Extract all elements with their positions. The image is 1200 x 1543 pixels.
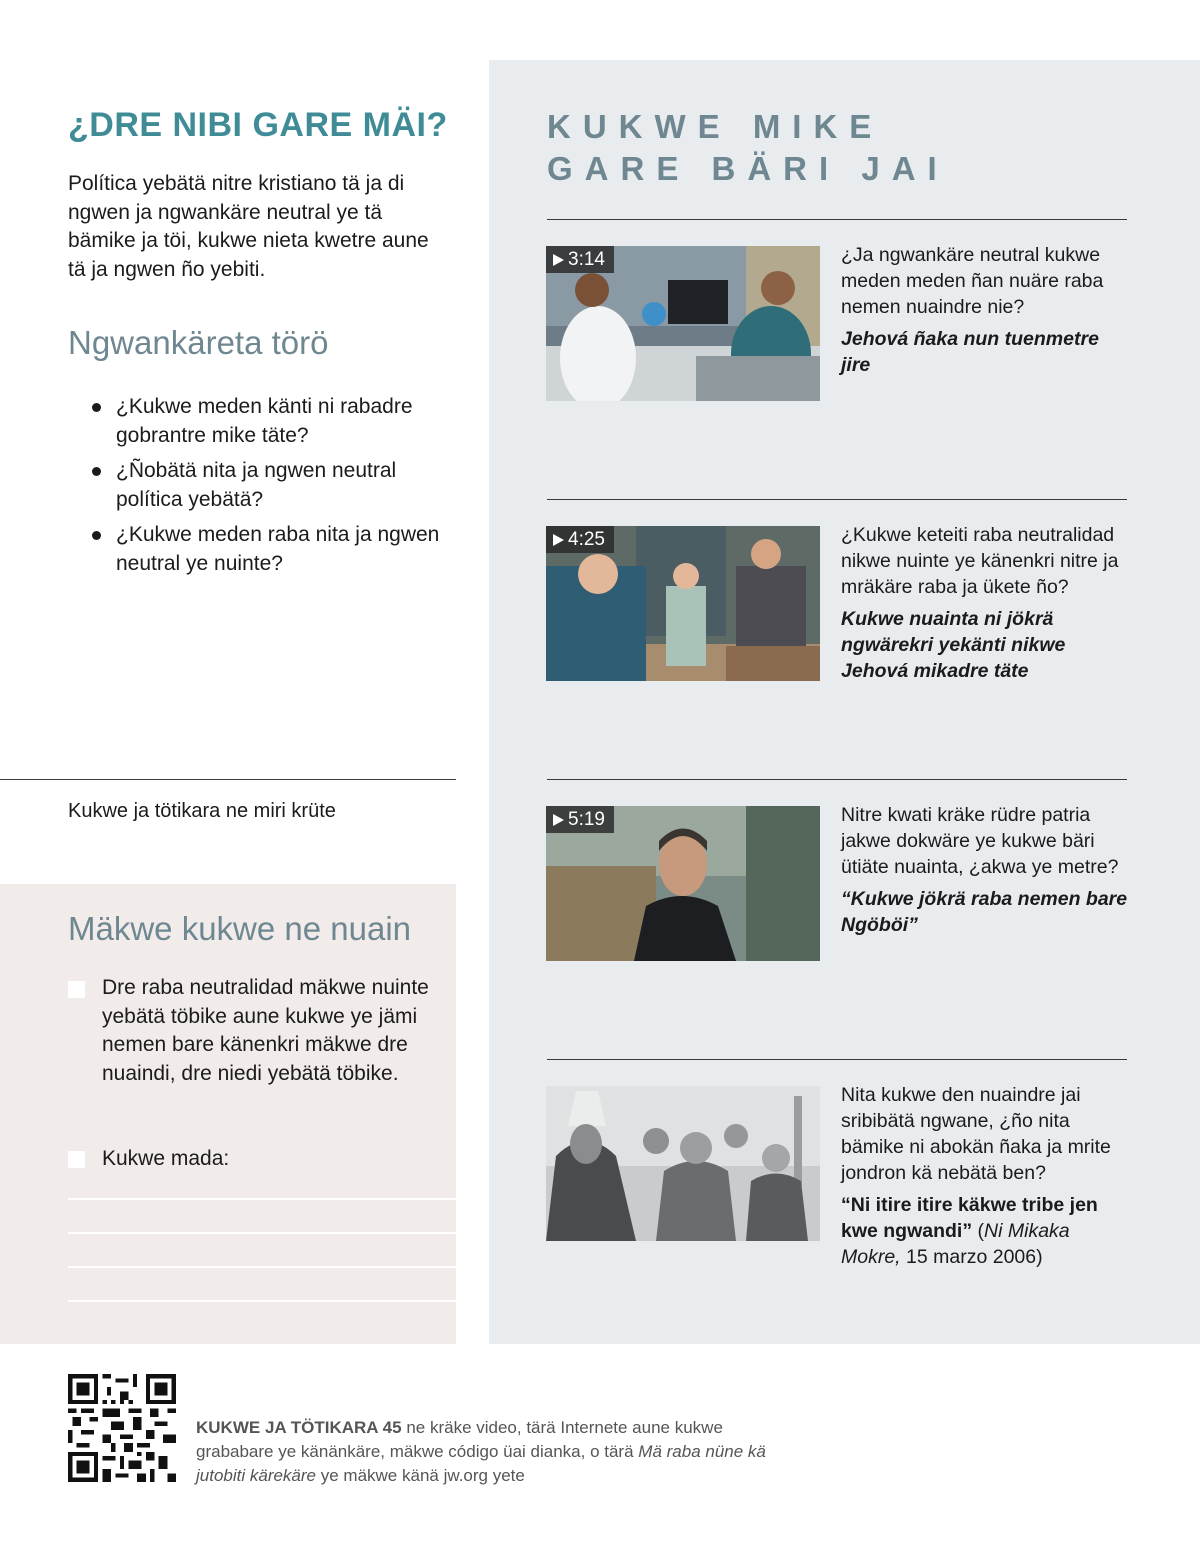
bullet-icon (92, 531, 101, 540)
more-info-heading: KUKWE MIKE GARE BÄRI JAI (547, 108, 949, 187)
apply-item-2: Kukwe mada: (102, 1147, 230, 1170)
divider (0, 779, 456, 780)
video-thumbnail-2[interactable] (546, 526, 820, 681)
bullet-icon (92, 467, 101, 476)
checkbox[interactable] (68, 981, 85, 998)
video-title-1[interactable]: Jehová ñaka nun tuenmetre jire (841, 328, 1099, 376)
question-item: ¿Kukwe meden känti ni rabadre gobrantre mike täte? (92, 392, 452, 450)
apply-item-1: Dre raba neutralidad mäkwe nuinte yebätä töbike aune kukwe ye jämi nemen bare känenkri mäkwe dre nuaindi, dre niedi yebätä töbike. (102, 976, 429, 1085)
play-badge: 4:25 (546, 526, 614, 553)
writing-line (68, 1198, 456, 1200)
qr-code[interactable] (68, 1374, 176, 1482)
divider (547, 1059, 1127, 1060)
video-caption-1: ¿Ja ngwankäre neutral kukwe meden meden ñan nuäre raba nemen nuaindre nie? Jehová ñaka nun tuenmetre jire (841, 242, 1131, 378)
play-badge: 5:19 (546, 806, 614, 833)
video-caption-2: ¿Kukwe keteiti raba neutralidad nikwe nuinte ye känenkri nitre ja mräkäre raba ja ükete ño? Kukwe nuainta ni jökrä ngwärekri yekänti nikwe Jehová mikadre täte (841, 522, 1131, 684)
video-title-3[interactable]: “Kukwe jökrä raba nemen bare Ngöböi” (841, 888, 1128, 936)
footer-text: KUKWE JA TÖTIKARA 45 ne kräke video, tärä Internete aune kukwe grababare ye känänkäre, mäkwe código üai dianka, o tärä Mä raba nüne kä jutobiti kärekäre ye mäkwe känä jw.org yete (196, 1418, 766, 1485)
play-icon (553, 254, 564, 266)
article-illustration (546, 1086, 820, 1241)
divider (547, 219, 1127, 220)
writing-line (68, 1266, 456, 1268)
article-caption: Nita kukwe den nuaindre jai sribibätä ngwane, ¿ño nita bämike ni abokän ñaka ja mrite jondron kä nebätä ben? “Ni itire itire käkwe tribe jen kwe ngwandi” (Ni Mikaka Mokre, 15 marzo 2006) (841, 1082, 1131, 1270)
questions-heading: Ngwankäreta törö (68, 324, 329, 361)
video-thumbnail-1[interactable] (546, 246, 820, 401)
writing-line (68, 1232, 456, 1234)
question-item: ¿Kukwe meden raba nita ja ngwen neutral ye nuinte? (92, 520, 452, 578)
play-badge: 3:14 (546, 246, 614, 273)
lesson-note: Kukwe ja tötikara ne miri krüte (68, 800, 336, 822)
article-reference[interactable]: “Ni itire itire käkwe tribe jen kwe ngwandi” (Ni Mikaka Mokre, 15 marzo 2006) (841, 1194, 1098, 1268)
play-icon (553, 814, 564, 826)
writing-line (68, 1300, 456, 1302)
page-heading: ¿DRE NIBI GARE MÄI? (68, 106, 448, 144)
video-title-2[interactable]: Kukwe nuainta ni jökrä ngwärekri yekänti nikwe Jehová mikadre täte (841, 608, 1066, 682)
apply-box (0, 884, 456, 1344)
question-item: ¿Ñobätä nita ja ngwen neutral política yebätä? (92, 456, 452, 514)
video-caption-3: Nitre kwati kräke rüdre patria jakwe dokwäre ye kukwe bäri ütiäte nuainta, ¿akwa ye metre? “Kukwe jökrä raba nemen bare Ngöböi” (841, 802, 1131, 938)
checkbox[interactable] (68, 1151, 85, 1168)
bullet-icon (92, 403, 101, 412)
questions-list (92, 392, 452, 584)
intro-paragraph: Política yebätä nitre kristiano tä ja di ngwen ja ngwankäre neutral ye tä bämike ja töi, kukwe nieta kwetre aune tä ja ngwen ño yebiti. (68, 172, 429, 281)
divider (547, 779, 1127, 780)
video-thumbnail-3[interactable] (546, 806, 820, 961)
divider (547, 499, 1127, 500)
apply-heading: Mäkwe kukwe ne nuain (68, 910, 412, 947)
play-icon (553, 534, 564, 546)
ancient-court-illustration (546, 1086, 820, 1241)
